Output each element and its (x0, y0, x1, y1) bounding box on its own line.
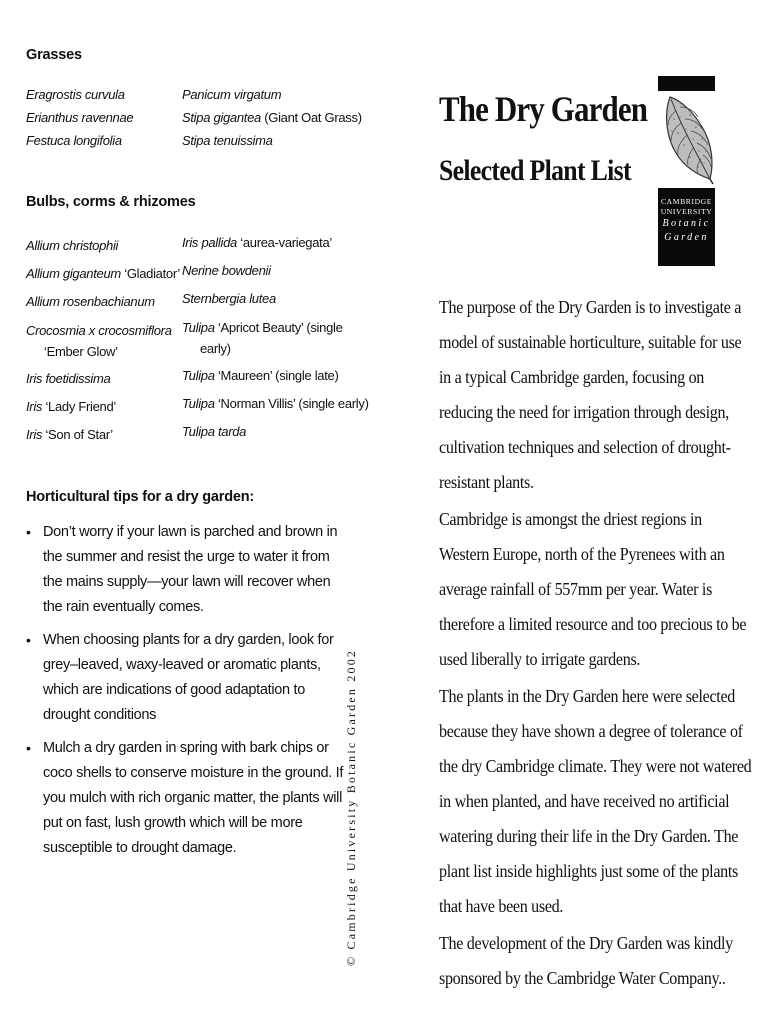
grasses-column-2 (182, 83, 362, 152)
plant-name: Iris pallida ‘aurea-variegata’ (182, 235, 332, 250)
paragraph: The development of the Dry Garden was kindly sponsored by the Cambridge Water Company.. (439, 933, 733, 988)
botanic-garden-logo (658, 76, 715, 266)
plant-name: Tulipa tarda (182, 424, 247, 439)
tips-list (26, 520, 346, 869)
plant-name: Tulipa ‘Apricot Beauty’ (single early) (182, 320, 343, 356)
paragraph: The plants in the Dry Garden here were selected because they have shown a degree of tolerance of the dry Cambridge climate. They were not watered in when planted, and have received no artificial watering during their life in the Dry Garden. The plant list inside highlights just some of the plants that have been used. (439, 686, 752, 916)
plant-name: Iris ‘Lady Friend’ (26, 399, 116, 414)
plant-name: Iris foetidissima (26, 371, 111, 386)
plant-name: Allium giganteum ‘Gladiator’ (26, 266, 180, 281)
grasses-column-1 (26, 83, 133, 152)
tip-item: • Mulch a dry garden in spring with bark chips or coco shells to conserve moisture in the ground. If you mulch with rich organic matter, the plants will put on fast, lush growth which will be more susceptible to drought damage. (26, 736, 346, 861)
logo-bar (658, 76, 715, 91)
plant-name: Festuca longifolia (26, 133, 122, 148)
paragraph: Cambridge is amongst the driest regions in Western Europe, north of the Pyrenees with an average rainfall of 557mm per year. Water is therefore a limited resource and too precious to be used liberally to irrigate gardens. (439, 509, 747, 669)
logo-wordmark: CAMBRIDGE UNIVERSITY Botanic Garden (658, 188, 715, 266)
plant-name: Allium christophii (26, 238, 119, 253)
plant-name: Panicum virgatum (182, 87, 282, 102)
plant-name: Tulipa ‘Norman Villis’ (single early) (182, 396, 369, 411)
tip-item: • Don’t worry if your lawn is parched and brown in the summer and resist the urge to water it from the mains supply—your lawn will recover when the rain eventually comes. (26, 520, 346, 620)
tip-item: • When choosing plants for a dry garden, look for grey–leaved, waxy-leaved or aromatic plants, which are indications of good adaptation to drought conditions (26, 628, 346, 728)
copyright-notice: © Cambridge University Botanic Garden 2002 (344, 648, 358, 966)
plant-name: Eragrostis curvula (26, 87, 125, 102)
bulbs-heading: Bulbs, corms & rhizomes (26, 194, 196, 210)
bulbs-column-1 (26, 232, 180, 449)
plant-name: Allium rosenbachianum (26, 294, 155, 309)
paragraph: The purpose of the Dry Garden is to investigate a model of sustainable horticulture, suitable for use in a typical Cambridge garden, focusing on reducing the need for irrigation through design, cultivation techniques and selection of drought-resistant plants. (439, 297, 742, 492)
plant-name: Stipa tenuissima (182, 133, 273, 148)
bullet: • (26, 632, 31, 648)
grasses-heading: Grasses (26, 47, 82, 63)
plant-name: Erianthus ravennae (26, 110, 134, 125)
bullet: • (26, 740, 31, 756)
plant-name: Crocosmia x crocosmiflora ‘Ember Glow’ (26, 323, 172, 359)
page-title: The Dry Garden (439, 89, 648, 129)
plant-name: Iris ‘Son of Star’ (26, 427, 113, 442)
plant-name: Nerine bowdenii (182, 263, 271, 278)
plant-name: Sternbergia lutea (182, 291, 276, 306)
bulbs-column-2 (182, 229, 369, 446)
page-subtitle: Selected Plant List (439, 154, 631, 187)
plant-name: Stipa gigantea (Giant Oat Grass) (182, 110, 362, 125)
leaf-icon (660, 93, 714, 185)
tips-heading: Horticultural tips for a dry garden: (26, 489, 255, 505)
bullet: • (26, 524, 31, 540)
plant-name: Tulipa ‘Maureen’ (single late) (182, 368, 339, 383)
intro-text (439, 290, 768, 998)
